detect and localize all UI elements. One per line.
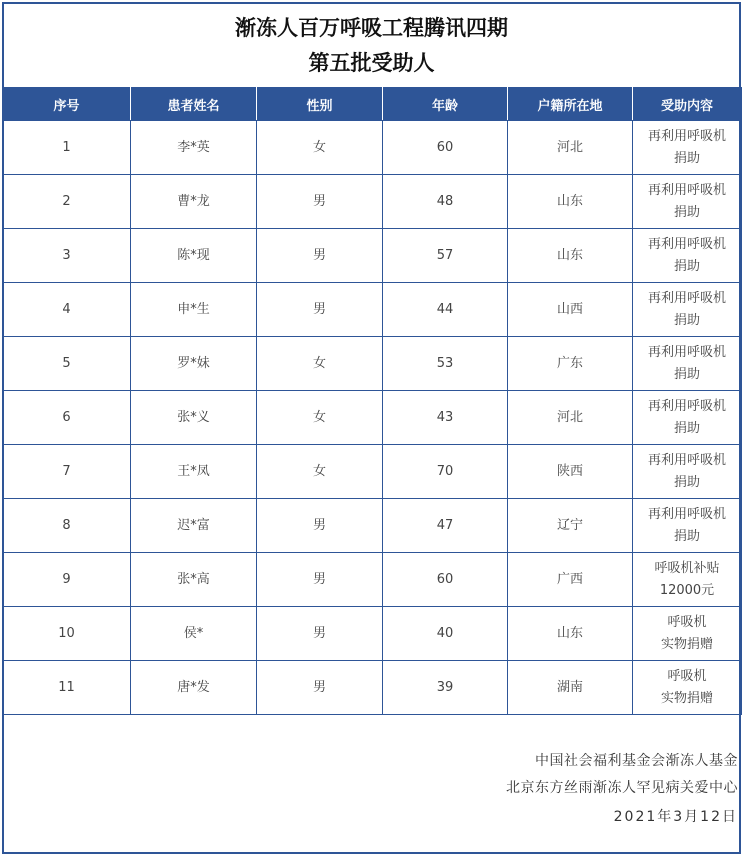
footer-date: 2021年3月12日 [613, 809, 738, 825]
page-subtitle: 第五批受助人 [308, 51, 435, 75]
cell-age: 60 [383, 553, 508, 607]
cell-no: 7 [3, 445, 131, 499]
cell-aid-line: 捐助 [673, 528, 700, 544]
table-row [3, 121, 742, 175]
cell-aid-line: 再利用呼吸机 [647, 506, 726, 522]
table-row [3, 607, 742, 661]
cell-name: 罗*妹 [131, 337, 257, 391]
cell-no: 6 [3, 391, 131, 445]
table-row [3, 283, 742, 337]
cell-region: 广东 [508, 337, 633, 391]
cell-aid [633, 553, 742, 607]
cell-region: 广西 [508, 553, 633, 607]
table-header-row [3, 88, 742, 121]
cell-aid [633, 391, 742, 445]
table-row [3, 499, 742, 553]
cell-gender: 女 [257, 121, 383, 175]
cell-aid-line: 呼吸机补贴 [654, 560, 720, 576]
cell-gender: 男 [257, 175, 383, 229]
cell-age: 43 [383, 391, 508, 445]
cell-aid [633, 229, 742, 283]
table-row [3, 661, 742, 715]
cell-age: 39 [383, 661, 508, 715]
cell-name: 迟*富 [131, 499, 257, 553]
cell-aid-line: 再利用呼吸机 [647, 128, 726, 144]
cell-age: 47 [383, 499, 508, 553]
cell-name: 王*凤 [131, 445, 257, 499]
cell-name: 李*英 [131, 121, 257, 175]
cell-region: 湖南 [508, 661, 633, 715]
cell-aid-line: 捐助 [673, 366, 700, 382]
cell-aid-line: 捐助 [673, 312, 700, 328]
cell-name: 张*高 [131, 553, 257, 607]
header-region: 户籍所在地 [508, 88, 633, 121]
cell-aid-line: 再利用呼吸机 [647, 290, 726, 306]
table-row [3, 175, 742, 229]
header-name: 患者姓名 [131, 88, 257, 121]
cell-name: 唐*发 [131, 661, 257, 715]
cell-name: 曹*龙 [131, 175, 257, 229]
cell-aid-line: 12000元 [659, 582, 715, 598]
cell-aid [633, 283, 742, 337]
cell-gender: 男 [257, 283, 383, 337]
cell-no: 3 [3, 229, 131, 283]
table-row [3, 445, 742, 499]
cell-age: 57 [383, 229, 508, 283]
header-no: 序号 [3, 88, 131, 121]
cell-region: 河北 [508, 391, 633, 445]
footer-org-2: 北京东方丝雨渐冻人罕见病关爱中心 [506, 780, 738, 796]
cell-aid-line: 呼吸机 [667, 668, 707, 684]
header-gender: 性别 [257, 88, 383, 121]
cell-region: 山西 [508, 283, 633, 337]
cell-no: 1 [3, 121, 131, 175]
cell-gender: 男 [257, 661, 383, 715]
cell-aid-line: 再利用呼吸机 [647, 398, 726, 414]
cell-region: 辽宁 [508, 499, 633, 553]
cell-aid-line: 捐助 [673, 150, 700, 166]
table-row [3, 229, 742, 283]
table-row [3, 391, 742, 445]
cell-aid-line: 再利用呼吸机 [647, 182, 726, 198]
cell-region: 陕西 [508, 445, 633, 499]
cell-no: 8 [3, 499, 131, 553]
cell-region: 山东 [508, 175, 633, 229]
cell-aid-line: 捐助 [673, 204, 700, 220]
cell-gender: 女 [257, 391, 383, 445]
cell-age: 40 [383, 607, 508, 661]
cell-name: 申*生 [131, 283, 257, 337]
cell-aid [633, 445, 742, 499]
cell-aid-line: 捐助 [673, 420, 700, 436]
table-row [3, 553, 742, 607]
cell-aid [633, 175, 742, 229]
header-aid: 受助内容 [633, 88, 742, 121]
cell-region: 山东 [508, 229, 633, 283]
cell-aid [633, 661, 742, 715]
recipient-table [2, 87, 742, 715]
cell-gender: 男 [257, 229, 383, 283]
cell-age: 44 [383, 283, 508, 337]
cell-age: 53 [383, 337, 508, 391]
cell-age: 48 [383, 175, 508, 229]
cell-gender: 男 [257, 607, 383, 661]
cell-no: 9 [3, 553, 131, 607]
cell-gender: 女 [257, 337, 383, 391]
cell-aid-line: 实物捐赠 [660, 636, 713, 652]
cell-name: 侯* [131, 607, 257, 661]
cell-aid-line: 捐助 [673, 474, 700, 490]
table-row [3, 337, 742, 391]
cell-aid [633, 337, 742, 391]
cell-aid [633, 121, 742, 175]
cell-aid-line: 再利用呼吸机 [647, 344, 726, 360]
cell-gender: 男 [257, 553, 383, 607]
cell-aid-line: 实物捐赠 [660, 690, 713, 706]
cell-aid [633, 607, 742, 661]
cell-gender: 女 [257, 445, 383, 499]
cell-aid-line: 再利用呼吸机 [647, 236, 726, 252]
cell-aid-line: 捐助 [673, 258, 700, 274]
header-age: 年龄 [383, 88, 508, 121]
cell-name: 陈*现 [131, 229, 257, 283]
cell-no: 4 [3, 283, 131, 337]
footer-org-1: 中国社会福利基金会渐冻人基金 [535, 753, 738, 769]
cell-no: 10 [3, 607, 131, 661]
cell-aid-line: 呼吸机 [667, 614, 707, 630]
cell-aid [633, 499, 742, 553]
cell-no: 11 [3, 661, 131, 715]
cell-region: 河北 [508, 121, 633, 175]
cell-age: 70 [383, 445, 508, 499]
cell-name: 张*义 [131, 391, 257, 445]
cell-age: 60 [383, 121, 508, 175]
cell-gender: 男 [257, 499, 383, 553]
cell-no: 2 [3, 175, 131, 229]
cell-no: 5 [3, 337, 131, 391]
cell-aid-line: 再利用呼吸机 [647, 452, 726, 468]
cell-region: 山东 [508, 607, 633, 661]
page-title: 渐冻人百万呼吸工程腾讯四期 [235, 16, 508, 40]
